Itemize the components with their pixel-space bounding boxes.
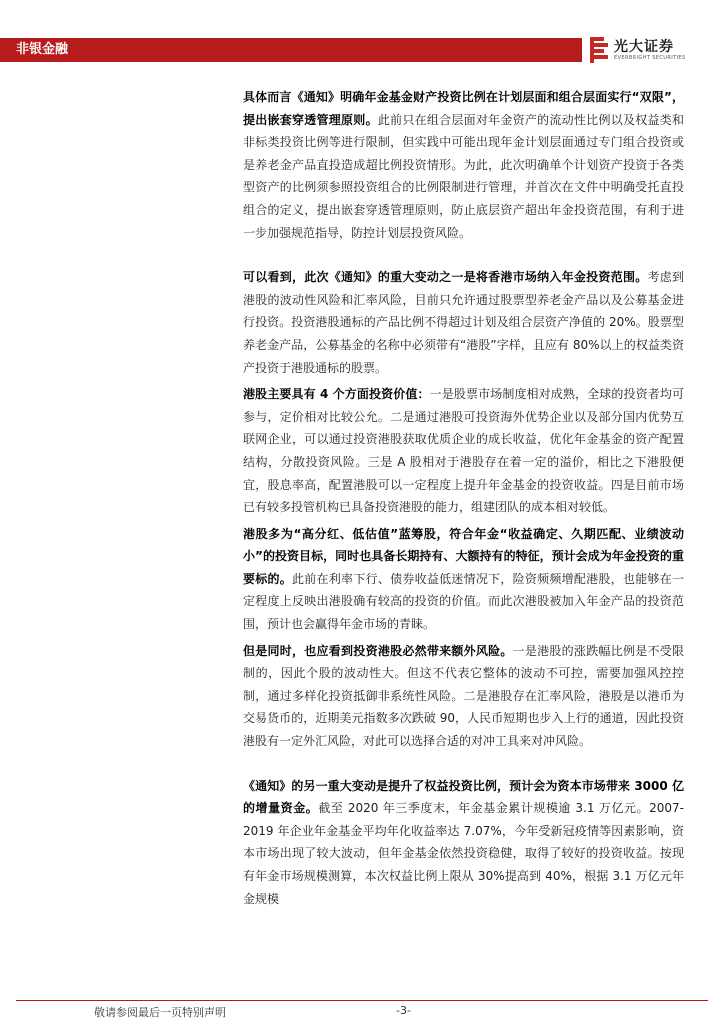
paragraph-body: 一是股票市场制度相对成熟，全球的投资者均可参与，定价相对比较公允。二是通过港股可投资海外优势企业以及部分国内优势互联网企业，可以通过投资港股获取优质企业的成长收益，优化年金基金的资产配置结构，分散投资风险。三是 A 股相对于港股存在着一定的溢价，相比之下港股便宜，股息率高，配置港股可以一定程度上提升年金基金的投资收益。四是目前市场已有较多投管机构已具备投资港股的能力，组建团队的成本相对较低。 bbox=[243, 387, 684, 515]
header-band bbox=[0, 38, 582, 62]
paragraph-risk bbox=[243, 640, 684, 753]
paragraph-lead: 可以看到，此次《通知》的重大变动之一是将香港市场纳入年金投资范围。 bbox=[243, 270, 648, 285]
paragraph-lead: 具体而言《通知》明确年金基金财产投资比例在计划层面和组合层面实行“双限”，提出嵌套穿透管理原则。 bbox=[243, 90, 684, 127]
paragraph-body: 此前在利率下行、债券收益低迷情况下，险资频频增配港股，也能够在一定程度上反映出港股确有较高的投资的价值。而此次港股被加入年金产品的投资范围，预计也会赢得年金市场的青睐。 bbox=[243, 571, 684, 632]
paragraph-dual-limit bbox=[243, 86, 684, 244]
paragraph-lead: 但是同时，也应看到投资港股必然带来额外风险。 bbox=[243, 643, 513, 658]
paragraph-hk-market bbox=[243, 266, 684, 379]
paragraph-body: 一是港股的涨跌幅比例是不受限制的，因此个股的波动性大。但这不代表它整体的波动不可控，需要加强风控控制，通过多样化投资抵御非系统性风险。二是港股存在汇率风险，港股是以港币为交易货币的，近期美元指数多次跌破 90，人民币短期也步入上行的通道，因此投资港股有一定外汇风险，对此可以选择合适的对冲工具来对冲风险。 bbox=[243, 643, 684, 749]
footer-divider bbox=[16, 1000, 708, 1001]
paragraph-bluechip bbox=[243, 523, 684, 636]
report-body bbox=[243, 86, 684, 910]
logo-english: EVERBRIGHT SECURITIES bbox=[614, 55, 686, 61]
paragraph-lead: 《通知》的另一重大变动是提升了权益投资比例，预计会为资本市场带来 3000 亿的增量资金。 bbox=[243, 778, 684, 816]
company-logo bbox=[588, 34, 718, 68]
section-label: 非银金融 bbox=[16, 42, 69, 57]
everbright-logo-icon bbox=[588, 36, 610, 64]
paragraph-body: 截至 2020 年三季度末，年金基金累计规模逾 3.1 万亿元。2007-2019 年企业年金基金平均年化收益率达 7.07%，今年受新冠疫情等因素影响，资本市场出现了较大波动，但年金基金依然投资稳健，取得了较好的投资收益。按现有年金市场规模测算，本次权益比例上限从 30%提高到 40%，根据 3.1 万亿元年金规模 bbox=[243, 801, 684, 906]
logo-name: 光大证券 bbox=[614, 39, 674, 55]
paragraph-lead: 港股主要具有 4 个方面投资价值： bbox=[243, 387, 430, 402]
paragraph-equity-ratio bbox=[243, 775, 684, 911]
page-number: -3- bbox=[396, 1004, 411, 1017]
footer-disclaimer: 敬请参阅最后一页特别声明 bbox=[94, 1006, 226, 1019]
paragraph-body: 此前只在组合层面对年金资产的流动性比例以及权益类和非标类投资比例等进行限制，但实践中可能出现年金计划层面通过专门组合投资或是养老金产品直投造成超比例投资情形。为此，此次明确单个计划资产投资于各类型资产的比例须参照投资组合的比例限制进行管理，并首次在文件中明确受托直投组合的定义，提出嵌套穿透管理原则，防止底层资产超出年金投资范围，有利于进一步加强规范指导，防控计划层投资风险。 bbox=[243, 112, 684, 240]
paragraph-hk-value bbox=[243, 383, 684, 519]
paragraph-body: 考虑到港股的波动性风险和汇率风险，目前只允许通过股票型养老金产品以及公募基金进行投资。投资港股通标的产品比例不得超过计划及组合层资产净值的 20%。股票型养老金产品，公募基金的名称中必须带有“港股”字样，且应有 80%以上的权益类资产投资于港股通标的股票。 bbox=[243, 270, 684, 375]
paragraph-lead: 港股多为“高分红、低估值”蓝筹股，符合年金“收益确定、久期匹配、业绩波动小”的投资目标，同时也具备长期持有、大额持有的特征，预计会成为年金投资的重要标的。 bbox=[243, 526, 684, 586]
